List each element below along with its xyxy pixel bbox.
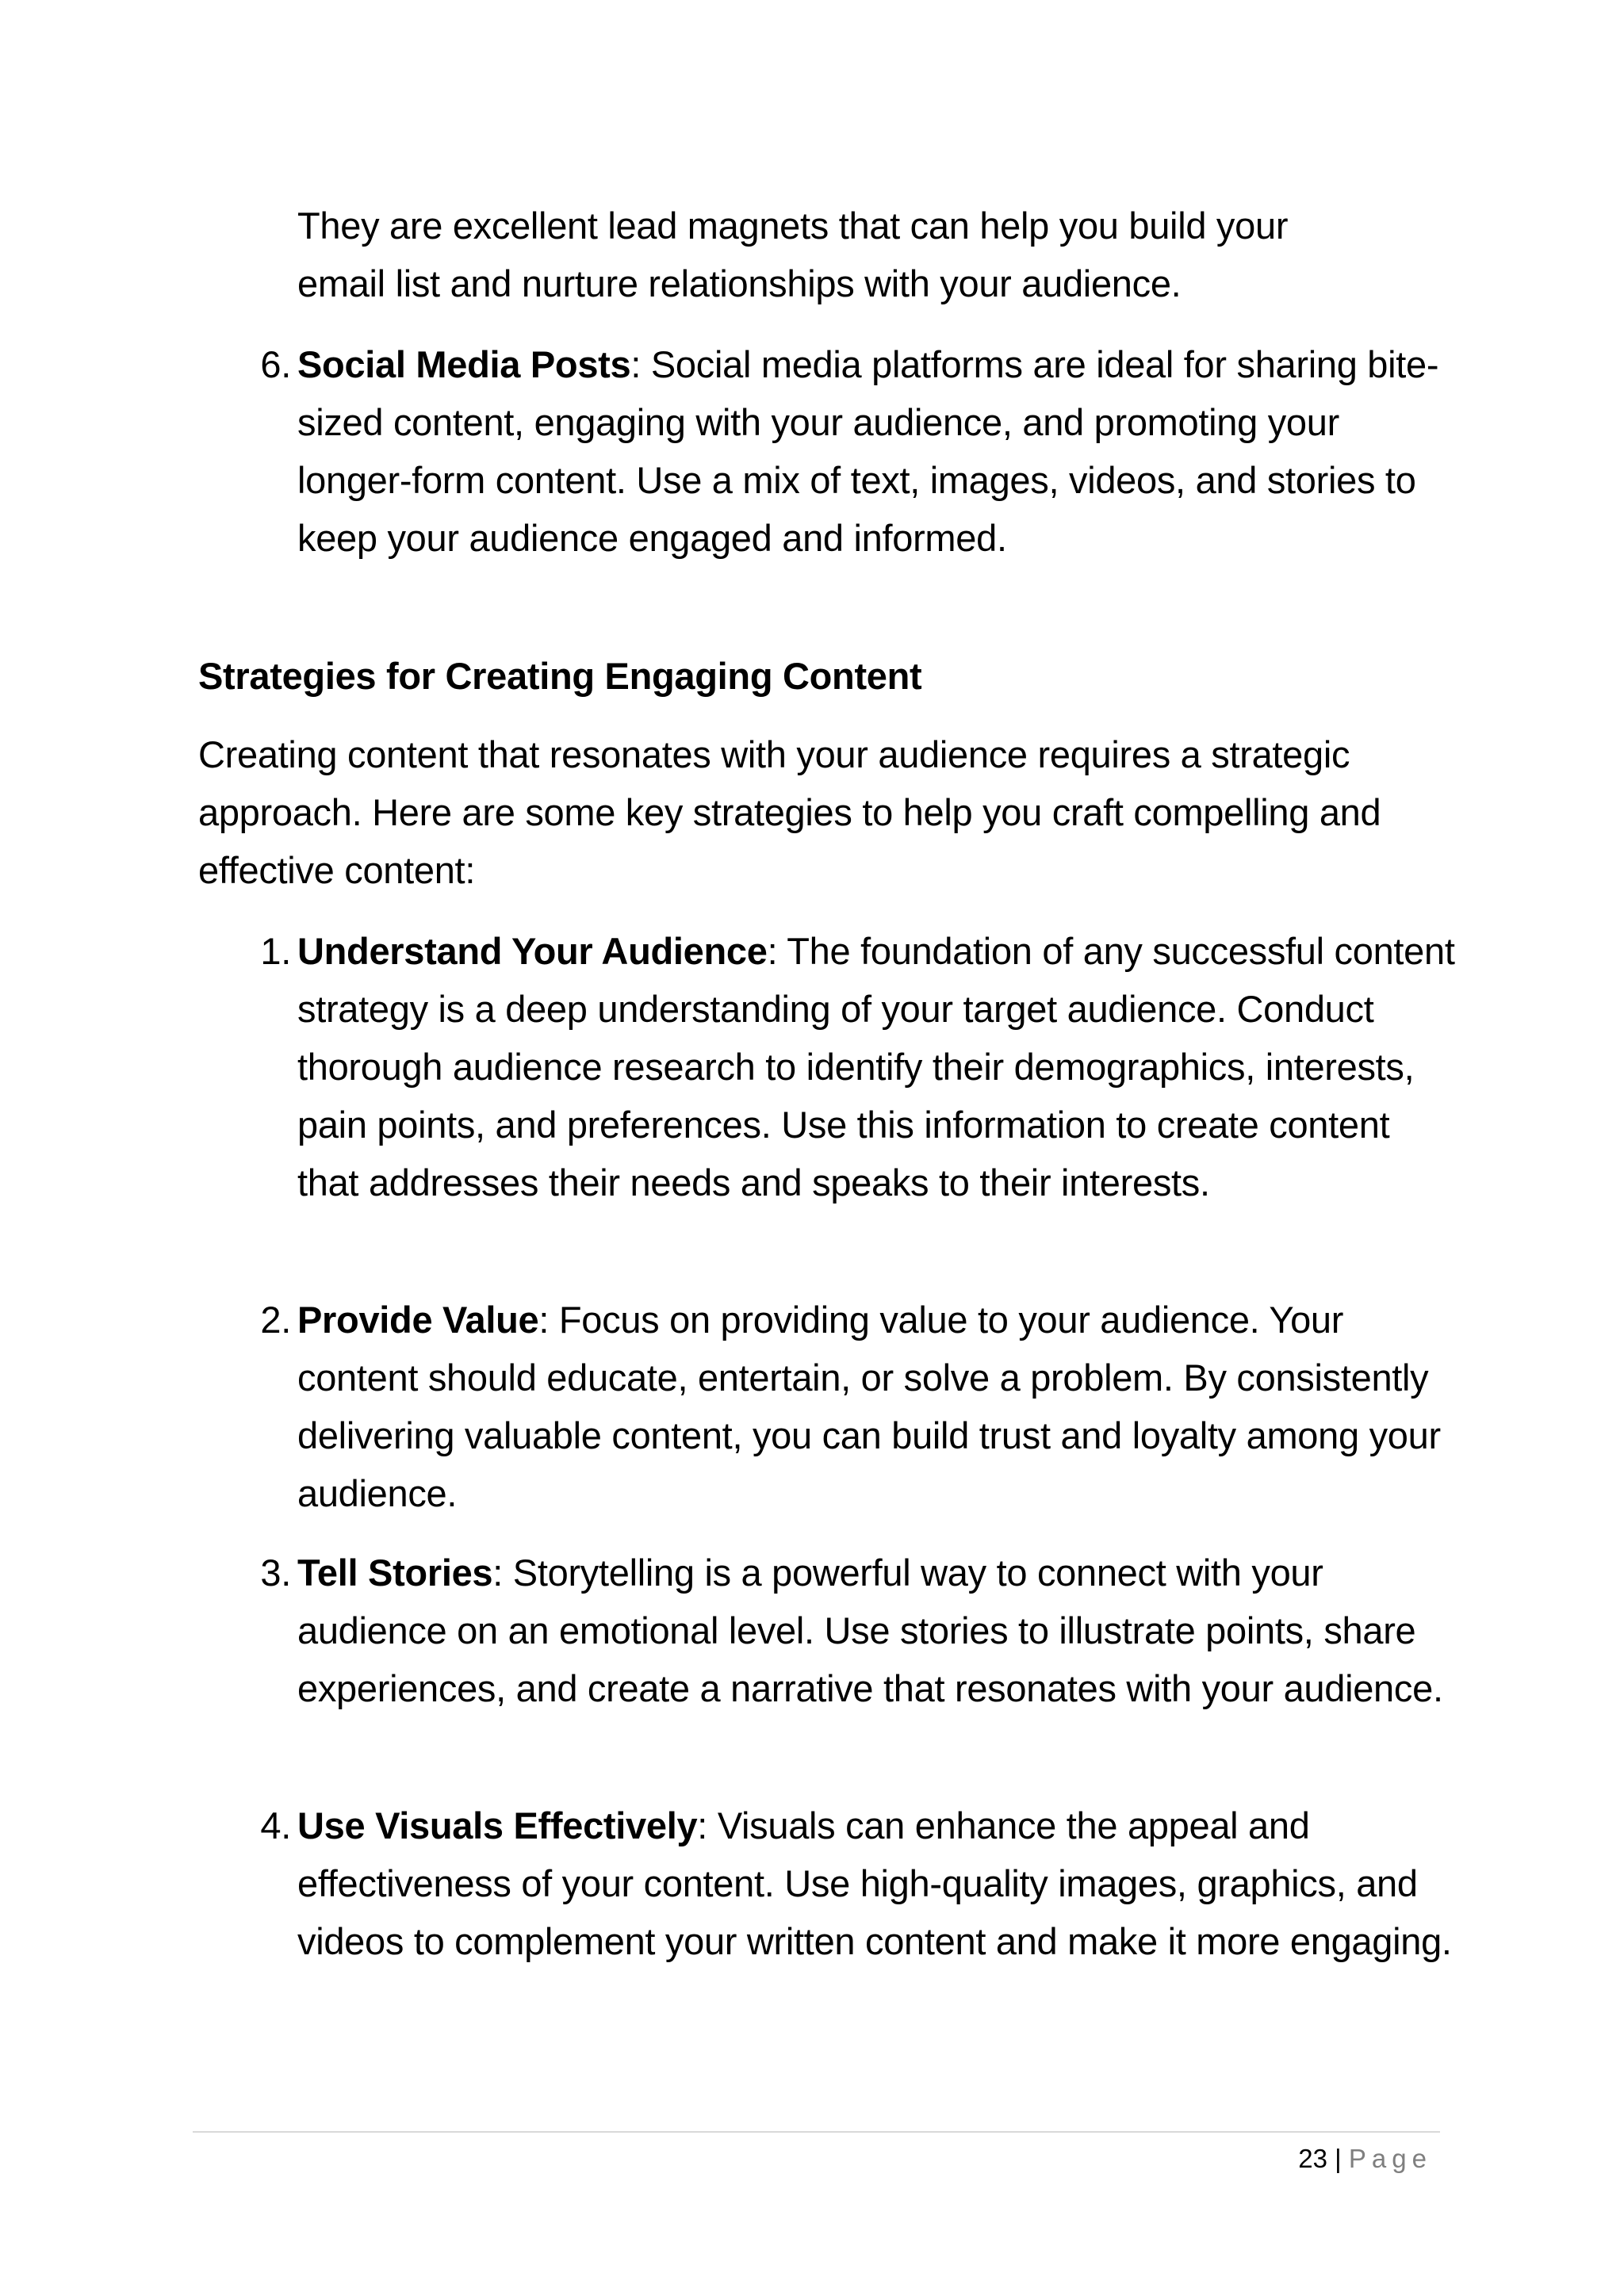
list-item-text: : The foundation of any successful content strategy is a deep understanding of your target audience. Conduct thorough audience research to identify their demographics, interests, pain points, and preferences. Use this information to create content that addresses their needs and speaks to their interests. (297, 930, 1455, 1203)
list-item-number: 3. (260, 1552, 291, 1594)
list-item-text: : Visuals can enhance the appeal and effectiveness of your content. Use high-quality images, graphics, and videos to complement your written content and make it more engaging. (297, 1804, 1452, 1962)
page-label: Page (1348, 2144, 1432, 2173)
list-item-social-media-posts (260, 335, 1455, 567)
footer-separator: | (1327, 2144, 1349, 2173)
footer-divider (193, 2131, 1440, 2133)
list-item-text: : Storytelling is a powerful way to connect with your audience on an emotional level. Use stories to illustrate points, share experiences, and create a narrative that resonates with your audience. (297, 1552, 1443, 1709)
continuation-paragraph (297, 197, 1455, 312)
page-footer (1298, 2143, 1432, 2175)
list-item-number: 2. (260, 1299, 291, 1341)
list-item-title: Social Media Posts (297, 343, 631, 385)
page-number: 23 (1298, 2144, 1327, 2173)
continuation-line-2: email list and nurture relationships with your audience. (297, 262, 1182, 304)
continuation-line-1: They are excellent lead magnets that can help you build your (297, 205, 1289, 247)
list-item-title: Tell Stories (297, 1552, 493, 1594)
list-item-title: Understand Your Audience (297, 930, 768, 972)
list-item-number: 1. (260, 930, 291, 972)
list-item-title: Provide Value (297, 1299, 539, 1341)
list-item-use-visuals (260, 1797, 1455, 1970)
list-item-title: Use Visuals Effectively (297, 1804, 698, 1846)
list-item-provide-value (260, 1291, 1455, 1522)
list-item-text: : Focus on providing value to your audience. Your content should educate, entertain, or solve a problem. By consistently delivering valuable content, you can build trust and loyalty among your audience. (297, 1299, 1441, 1514)
list-item-understand-audience (260, 922, 1455, 1211)
list-item-number: 6. (260, 343, 291, 385)
list-item-tell-stories (260, 1544, 1455, 1717)
section-heading: Strategies for Creating Engaging Content (198, 655, 922, 697)
list-item-number: 4. (260, 1804, 291, 1846)
section-intro-paragraph: Creating content that resonates with your audience requires a strategic approach. Here are some key strategies to help you craft compelling and effective content: (198, 733, 1381, 891)
list-item-text: : Social media platforms are ideal for sharing bite-sized content, engaging with your audience, and promoting your longer-form content. Use a mix of text, images, videos, and stories to keep your audience engaged and informed. (297, 343, 1439, 559)
